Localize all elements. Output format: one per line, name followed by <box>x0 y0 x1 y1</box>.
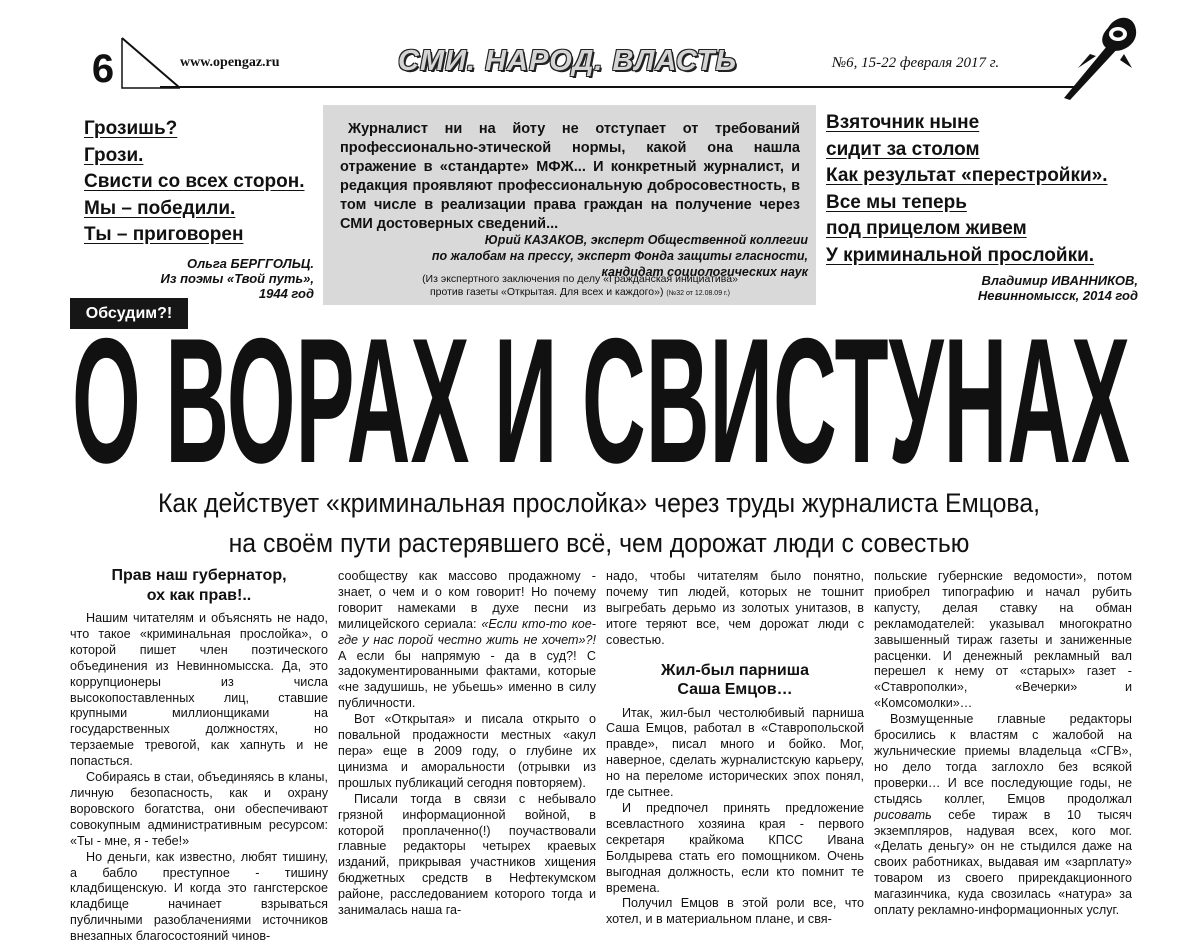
poem-line: У криминальной прослойки. <box>826 244 1095 266</box>
paragraph: Итак, жил-был честолюбивый парниша Саша Емцов, работал в «Ставропольской правде», писал много и бойко. Мог, наверное, сделать журналистскую карьеру, но на переломе исторических эпох понял, где сытнее. <box>606 705 864 800</box>
poem-line: Грозишь? <box>84 118 178 139</box>
poem-line: Грози. <box>84 144 144 166</box>
poem-line: Как результат «перестройки». <box>826 165 1108 186</box>
poem-line: Все мы теперь <box>826 191 967 213</box>
expert-quote: Журналист ни на йоту не отступает от требований профессионально-этической нормы, какой она нашла отражение в «стандарте» МФЖ... И конкретный журналист, и редакция проявляют профессиональную добросовестность, в том числе в реализации права граждан на получение через СМИ достоверных сведений... <box>340 121 800 232</box>
page-corner-fold <box>120 36 182 92</box>
section-heading: Прав наш губернатор, ох как прав!.. <box>111 567 287 604</box>
poem-line: Мы – победили. <box>84 197 236 219</box>
poem-epigraph-left <box>84 116 305 249</box>
poem-credit-left <box>100 256 314 301</box>
section-heading: Жил-был парниша Саша Емцов… <box>660 661 809 699</box>
issue-info: №6, 15-22 февраля 2017 г. <box>832 55 1000 71</box>
credit-line: кандидат социологических наук <box>601 265 808 279</box>
poem-line: Ты – приговорен <box>84 224 244 245</box>
poem-line: Взяточник ныне <box>826 112 980 133</box>
headline-text: О ВОРАХ И СВИСТУНАХ <box>72 312 1130 482</box>
source-line: против газеты «Открытая. Для всех и каждого») (№32 от 12.08.09 г.) <box>429 286 731 298</box>
paragraph: Собираясь в стаи, объединяясь в кланы, личную безопасность, как и охрану воровского богатства, они обеспечивают совокупным административным ресурсом: «Ты - мне, я - тебе!» <box>70 770 328 848</box>
paragraph: надо, чтобы читателям было понятно, почему тип людей, которых не тошнит выгребать дерьмо из золотых унитазов, в итоге теряют все, чем дорожат люди с совестью. <box>606 569 864 647</box>
pen-logo-icon <box>1060 10 1138 100</box>
poem-epigraph-right <box>826 110 1108 269</box>
quote-source <box>340 273 820 300</box>
paragraph: Писали тогда в связи с небывало грязной информационной войной, в которой проплаченно(!) поучаствовали главные редакторы четырех краевых изданий, прикрывая участников хищения бюджетных средств в Нефтекумском районе, расследованием которого тогда и занималась наша га- <box>338 791 596 918</box>
article-column-1 <box>70 566 328 945</box>
paragraph: И предпочел принять предложение всевластного хозяина края - первого секретаря крайкома КПСС Ивана Болдырева стать его помощником. Очень выгодная должность, если кто помнит те времена. <box>606 800 864 895</box>
paragraph: Но деньги, как известно, любят тишину, а бабло преступное - тишину кладбищенскую. И когда это гангстерское кладбище начинает взрываться публичными разоблачениями источников внезапных благосостояний чинов- <box>70 849 328 944</box>
source-note: (№32 от 12.08.09 г.) <box>666 290 731 297</box>
page-number: 6 <box>91 47 115 91</box>
credit-line: Владимир ИВАННИКОВ, <box>981 273 1138 288</box>
paragraph: Вот «Открытая» и писала открыто о повальной продажности местных «акул пера» еще в 2009 году, о глубине их цинизма и аморальности (отрывки из прошлых публикаций сегодня повторяем). <box>338 712 596 790</box>
article-column-4 <box>874 569 1132 919</box>
poem-credit-right <box>900 273 1138 303</box>
poem-line: Свисти со всех сторон. <box>84 171 305 192</box>
header-rule <box>160 86 1080 88</box>
credit-line: 1944 год <box>258 286 314 301</box>
source-line: (Из экспертного заключения по делу «Гражданская инициатива» <box>422 273 738 285</box>
paragraph: сообществу как массово продажному - знает, о чем и о ком говорит! Но почему говорит намеками в духе песни из милицейского сериала: «Если кто-то кое-где у нас порой честно жить не хочет»?! А если бы напрямую - да в суд?! С задокументированными фактами, которые «не задушишь, не убьешь» именно в силу публичности. <box>338 569 596 711</box>
article-column-2 <box>338 569 596 919</box>
headline <box>70 312 1132 482</box>
poem-line: сидит за столом <box>826 138 980 160</box>
site-url: www.opengaz.ru <box>180 55 280 70</box>
subheadline <box>103 483 1095 563</box>
credit-line: Юрий КАЗАКОВ, эксперт Общественной коллегии <box>484 233 808 247</box>
subheadline-line: на своём пути растерявшего всё, чем дорожат люди с совестью <box>228 528 970 558</box>
paragraph: Возмущенные главные редакторы бросились к властям с жалобой на жульнические приемы владельца «СГВ», но дело тогда заглохло без всякой проверки… И все последующие годы, не стыдясь коллег, Емцов продолжал рисовать себе тираж в 10 тысяч экземпляров, надувая всех, кого мог. «Делать деньгу» он не стыдился даже на своих работниках, выдавая им «зарплату» товаром из своего прирекдакционного магазинчика, куда свозилась «натура» за оплату рекламно-информационных услуг. <box>874 712 1132 918</box>
section-title: СМИ. НАРОД. ВЛАСТЬ <box>398 45 737 77</box>
paragraph: Нашим читателям и объяснять не надо, что такое «криминальная прослойка», о которой пишет член поэтического объединения из Невинномысска. Да, это коррупционеры из числа высокопоставленных лиц, ставшие крупными миллионщиками на государственных должностях, но терзаемые тревогой, как хапнуть и не попасться. <box>70 611 328 769</box>
credit-line: Ольга БЕРГГОЛЬЦ. <box>186 256 314 271</box>
poem-line: под прицелом живем <box>826 218 1027 239</box>
subheadline-line: Как действует «криминальная прослойка» через труды журналиста Емцова, <box>157 488 1041 518</box>
credit-line: Невинномысск, 2014 год <box>977 288 1138 303</box>
paragraph: польские губернские ведомости», потом приобрел типографию и начал рубить капусту, делая ставку на обман рекламодателей: указывал многократно завышенный тираж газеты и заниженные расценки. И денежный рекламный вал перешел к нему от «старых» газет - «Ставрополки», «Вечерки» и «Комсомолки»… <box>874 569 1132 711</box>
italic-quote: «Если кто-то кое-где у нас порой честно жить не хочет»?! <box>338 616 596 647</box>
paragraph: Получил Емцов в этой роли все, что хотел, и в материальном плане, и свя- <box>606 896 864 927</box>
article-column-3 <box>606 569 864 928</box>
italic-word: рисовать <box>874 807 932 822</box>
credit-line: Из поэмы «Твой путь», <box>160 271 314 286</box>
credit-line: по жалобам на прессу, эксперт Фонда защиты гласности, <box>431 249 808 263</box>
rubric-badge: Обсудим?! <box>70 298 188 329</box>
